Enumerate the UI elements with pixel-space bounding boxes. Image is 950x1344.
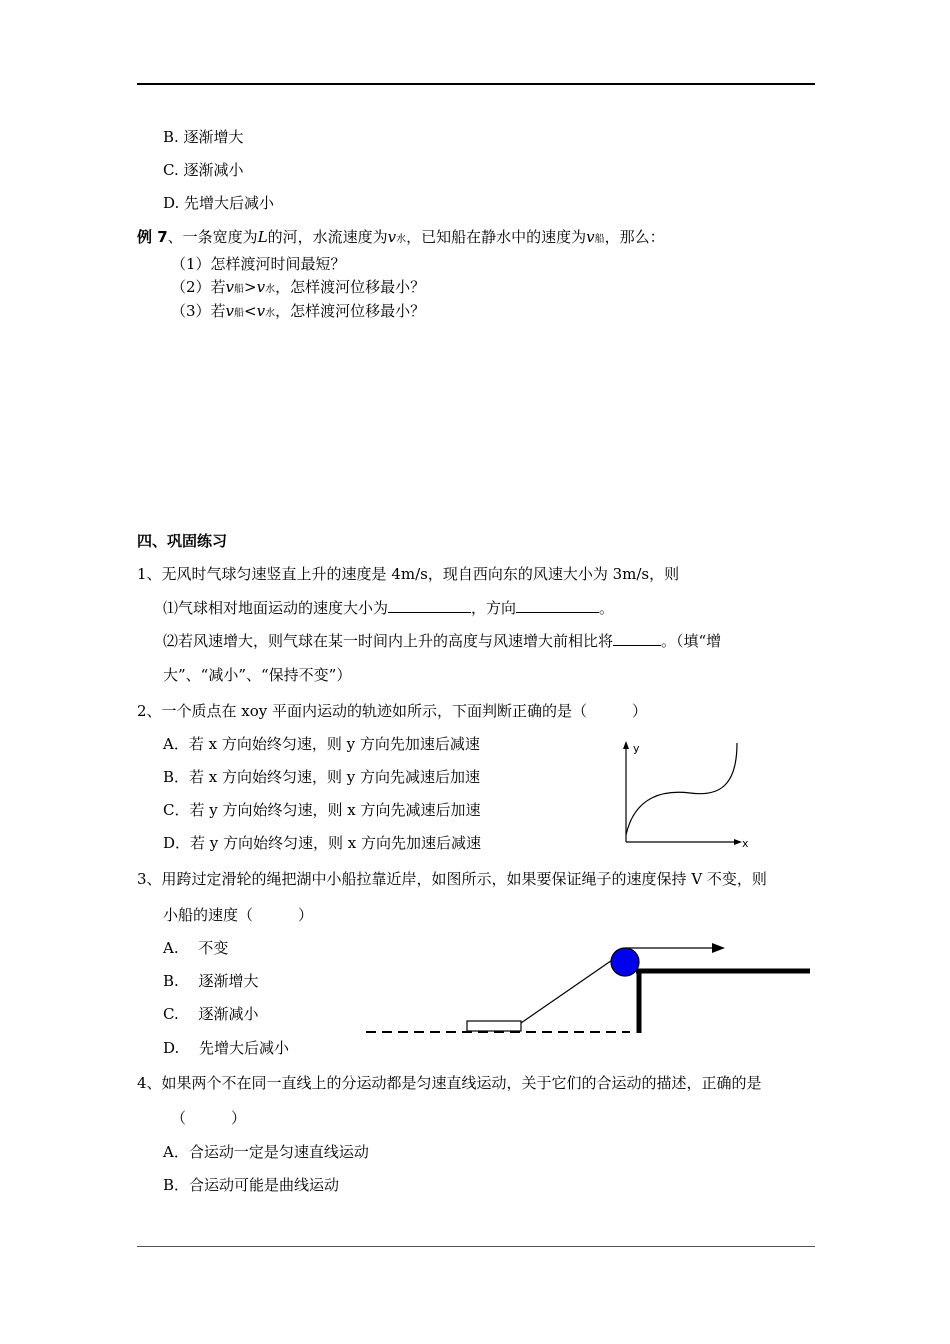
x-axis-label: x [742,837,749,850]
option-b: B. 逐渐增大 [163,128,244,146]
example7-q3: （3）若v船<v水，怎样渡河位移最小？ [171,302,426,320]
p1-sub2-cont: 大”、“减小”、“保持不变”） [163,666,352,684]
trajectory-graph [605,735,755,850]
p4-paren: （ ） [171,1109,247,1127]
velocity-arrow-icon [712,943,725,953]
var-L: L [257,228,268,246]
var-v-water: v [387,228,397,246]
p3-stem: 3、用跨过定滑轮的绳把湖中小船拉靠近岸，如图所示，如果要保证绳子的速度保持 V 不变，则 [137,870,767,888]
pulley-diagram [360,935,815,1040]
footer-rule [137,1246,815,1247]
x-axis-arrow-icon [734,839,742,845]
p4-option-b: B．合运动可能是曲线运动 [163,1176,340,1194]
p2-option-c: C．若 y 方向始终匀速，则 x 方向先减速后加速 [163,801,481,819]
p3-option-d: D. 先增大后减小 [163,1039,290,1057]
option-d: D. 先增大后减小 [163,194,275,212]
y-axis-label: y [633,742,640,755]
boat [467,1021,521,1031]
example7-q2: （2）若v船>v水，怎样渡河位移最小？ [171,278,426,296]
blank-direction [516,598,599,613]
blank-speed [388,598,471,613]
var-v-boat: v [586,228,595,246]
header-rule [137,83,815,85]
p4-option-a: A．合运动一定是匀速直线运动 [163,1143,369,1161]
example7-stem: 例 7、一条宽度为L的河，水流速度为v水，已知船在静水中的速度为v船，那么： [137,228,665,246]
p1-stem: 1、无风时气球匀速竖直上升的速度是 4m/s，现自西向东的风速大小为 3m/s，则 [137,565,680,583]
p2-stem: 2、一个质点在 xoy 平面内运动的轨迹如所示，下面判断正确的是（ ） [137,702,648,720]
p2-option-d: D．若 y 方向始终匀速，则 x 方向先加速后减速 [163,834,482,852]
p3-stem2: 小船的速度（ ） [163,906,314,924]
p1-sub1: ⑴气球相对地面运动的速度大小为 ，方向 。 [163,599,615,617]
option-c: C. 逐渐减小 [163,161,244,179]
p3-option-c: C. 逐渐减小 [163,1005,259,1023]
trajectory-curve [626,743,737,835]
p3-option-b: B. 逐渐增大 [163,972,259,990]
example7-label: 例 7 [137,228,168,246]
example7-q1: （1）怎样渡河时间最短？ [171,255,346,273]
p3-option-a: A. 不变 [163,939,229,957]
p4-stem: 4、如果两个不在同一直线上的分运动都是匀速直线运动，关于它们的合运动的描述，正确的是 [137,1074,762,1092]
p2-option-b: B．若 x 方向始终匀速，则 y 方向先减速后加速 [163,768,481,786]
p2-option-a: A．若 x 方向始终匀速，则 y 方向先加速后减速 [163,735,480,753]
section-title: 四、巩固练习 [137,532,228,550]
pulley-wheel [611,948,639,976]
p1-sub2: ⑵若风速增大，则气球在某一时间内上升的高度与风速增大前相比将 。（填“增 [163,632,722,650]
rope-slant [521,956,618,1023]
y-axis-arrow-icon [623,741,629,749]
blank-height [613,631,661,646]
